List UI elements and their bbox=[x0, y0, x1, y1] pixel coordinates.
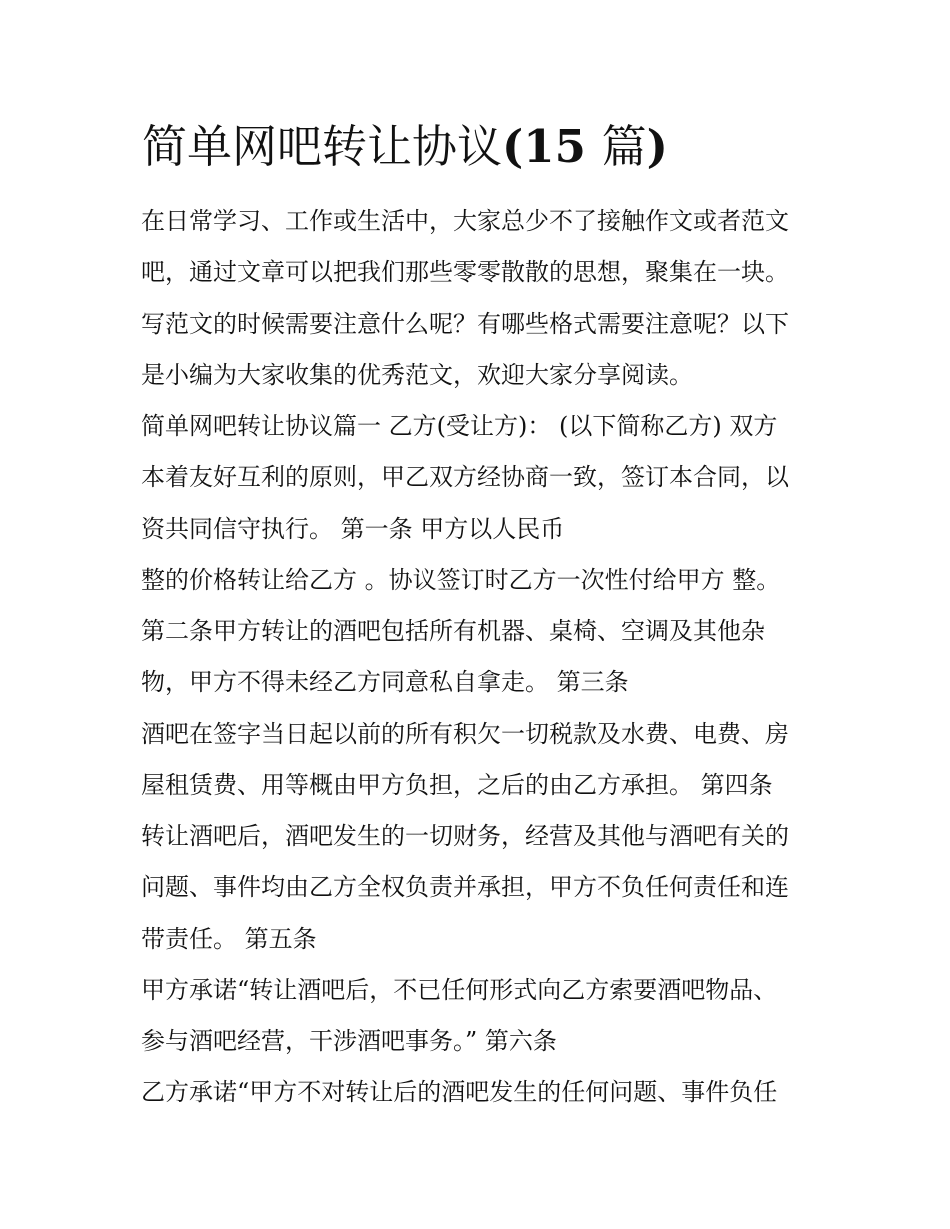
text-line: 在日常学习、工作或生活中，大家总少不了接触作文或者范文 bbox=[141, 207, 789, 235]
title-close: ) bbox=[646, 120, 668, 173]
text-line: 问题、事件均由乙方全权负责并承担，甲方不负任何责任和连 bbox=[141, 873, 789, 902]
title-main: 简单网吧转让协议 bbox=[142, 120, 503, 173]
text-line: 吧，通过文章可以把我们那些零零散散的思想，聚集在一块。 bbox=[141, 258, 789, 287]
text-line: 带责任。 第五条 bbox=[141, 924, 317, 953]
text-line: 转让酒吧后，酒吧发生的一切财务，经营及其他与酒吧有关的 bbox=[141, 822, 789, 850]
title-unit: 篇 bbox=[601, 120, 647, 173]
text-line: 简单网吧转让协议篇一 乙方(受让方)： (以下简称乙方) 双方 bbox=[141, 412, 778, 440]
text-line: 屋租赁费、用等概由甲方负担，之后的由乙方承担。 第四条 bbox=[141, 770, 773, 799]
text-line: 写范文的时候需要注意什么呢？有哪些格式需要注意呢？以下 bbox=[141, 309, 789, 338]
text-line: 是小编为大家收集的优秀范文，欢迎大家分享阅读。 bbox=[141, 360, 693, 389]
title-count: (15 bbox=[502, 120, 602, 173]
document-body bbox=[141, 196, 821, 1119]
text-line: 参与酒吧经营，干涉酒吧事务。” 第六条 bbox=[141, 1027, 557, 1055]
text-line: 乙方承诺“甲方不对转让后的酒吧发生的任何问题、事件负任 bbox=[141, 1078, 778, 1107]
text-line: 资共同信守执行。 第一条 甲方以人民币 bbox=[141, 514, 565, 543]
text-line: 本着友好互利的原则，甲乙双方经协商一致，签订本合同，以 bbox=[141, 463, 789, 492]
document-title bbox=[142, 112, 668, 182]
text-line: 酒吧在签字当日起以前的所有积欠一切税款及水费、电费、房 bbox=[141, 719, 789, 748]
text-line: 整的价格转让给乙方 。协议签订时乙方一次性付给甲方 整。 bbox=[141, 565, 781, 594]
text-line: 第二条甲方转让的酒吧包括所有机器、桌椅、空调及其他杂 bbox=[141, 617, 765, 645]
text-line: 甲方承诺“转让酒吧后，不已任何形式向乙方索要酒吧物品、 bbox=[141, 975, 778, 1004]
text-line: 物，甲方不得未经乙方同意私自拿走。 第三条 bbox=[141, 668, 629, 697]
